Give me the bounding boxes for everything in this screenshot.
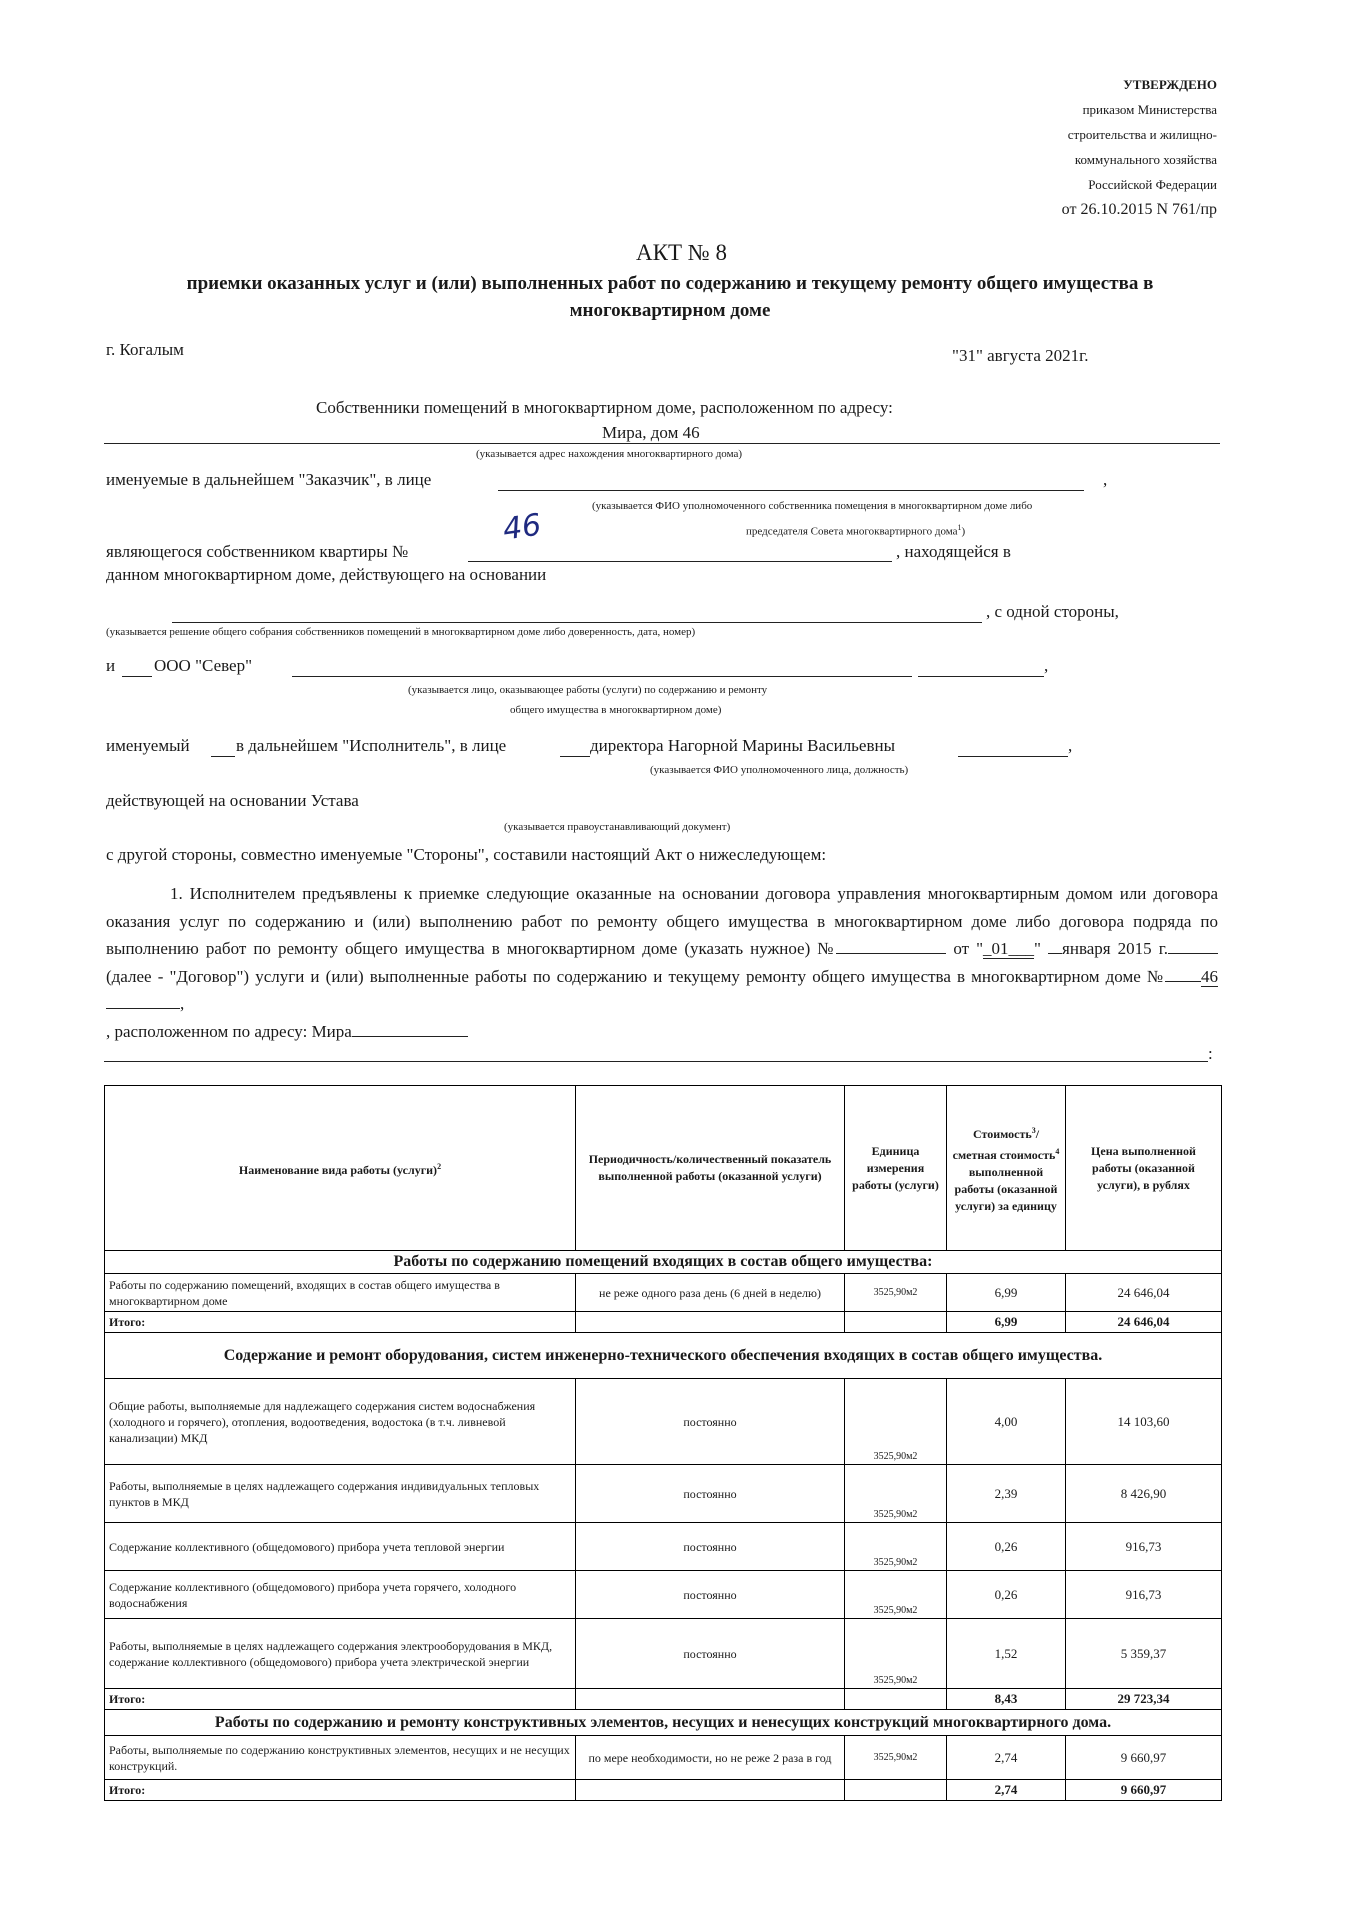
total-cost: 8,43: [947, 1689, 1066, 1710]
table-row: [105, 1274, 1222, 1312]
owners-line: Собственники помещений в многоквартирном доме, расположенном по адресу:: [316, 398, 893, 417]
total-price: 9 660,97: [1066, 1780, 1222, 1801]
charter-hint: (указывается правоустанавливающий документ): [504, 821, 731, 833]
contractor-pre-blank: [122, 676, 152, 677]
executor-label-b: в дальнейшем "Исполнитель", в лице: [236, 736, 507, 755]
approval-line-4: Российской Федерации: [1088, 177, 1217, 192]
total-price: 24 646,04: [1066, 1312, 1222, 1333]
row-cost: 0,26: [947, 1571, 1066, 1619]
total-row: [105, 1780, 1222, 1801]
address-colon: :: [1208, 1044, 1213, 1063]
section-title: Работы по содержанию помещений входящих в состав общего имущества:: [105, 1251, 1222, 1274]
row-price: 24 646,04: [1066, 1274, 1222, 1312]
row-name: Работы, выполняемые в целях надлежащего содержания электрооборудования в МКД, содержание коллективного (общедомового) прибора учета электрической энергии: [105, 1619, 576, 1689]
section-row: [105, 1251, 1222, 1274]
table-row: [105, 1523, 1222, 1571]
executor-person: директора Нагорной Марины Васильевны: [590, 736, 896, 755]
basis-hint: (указывается решение общего собрания собственников помещений в многоквартирном доме либо доверенность, дата, номер): [106, 626, 696, 638]
row-cost: 1,52: [947, 1619, 1066, 1689]
total-label: Итого:: [105, 1780, 576, 1801]
row-name: Содержание коллективного (общедомового) прибора учета горячего, холодного водоснабжения: [105, 1571, 576, 1619]
row-unit: 3525,90м2: [845, 1619, 947, 1689]
row-name: Работы, выполняемые по содержанию конструктивных элементов, несущих и не несущих конструкций.: [105, 1736, 576, 1780]
section-row: [105, 1333, 1222, 1379]
act-subtitle: приемки оказанных услуг и (или) выполненных работ по содержанию и текущему ремонту общего имущества в многоквартирном доме: [186, 273, 1154, 321]
contractor-hint-2: общего имущества в многоквартирном доме): [510, 704, 722, 716]
approval-line-2: строительства и жилищно-: [1067, 127, 1217, 142]
table-header-row: [105, 1086, 1222, 1251]
row-unit: 3525,90м2: [845, 1523, 947, 1571]
contractor-blank: [292, 676, 912, 677]
row-periodicity: по мере необходимости, но не реже 2 раза в год: [576, 1736, 845, 1780]
total-label: Итого:: [105, 1689, 576, 1710]
row-periodicity: не реже одного раза день (6 дней в неделю): [576, 1274, 845, 1312]
customer-line: именуемые в дальнейшем "Заказчик", в лице: [106, 470, 432, 489]
total-cost: 2,74: [947, 1780, 1066, 1801]
row-price: 916,73: [1066, 1571, 1222, 1619]
located-in: , находящейся в: [896, 542, 1011, 561]
clause-1: 1. Исполнителем предъявлены к приемке следующие оказанные на основании договора управления многоквартирным домом или договора оказания услуг по содержанию и (или) выполнению работ по ремонту общего имущества в многоквартирном доме либо договора подряда по выполнению работ по ремонту общего имущества в многоквартирном доме (указать нужное) № от "_01___" января 2015 г. (далее - "Договор") услуги и (или) выполненные работы по содержанию и текущему ремонту общего имущества в многоквартирном доме № 46, , расположенном по адресу: Мира: [106, 884, 1218, 1041]
row-price: 5 359,37: [1066, 1619, 1222, 1689]
header-price: Цена выполненной работы (оказанной услуги), в рублях: [1066, 1086, 1222, 1251]
table-row: [105, 1379, 1222, 1465]
row-unit: 3525,90м2: [845, 1736, 947, 1780]
customer-blank: [498, 490, 1084, 491]
row-unit: 3525,90м2: [845, 1379, 947, 1465]
table-row: [105, 1736, 1222, 1780]
total-label: Итого:: [105, 1312, 576, 1333]
total-row: [105, 1689, 1222, 1710]
executor-comma: ,: [1068, 736, 1073, 755]
row-price: 8 426,90: [1066, 1465, 1222, 1523]
approval-title: УТВЕРЖДЕНО: [1123, 77, 1217, 92]
acting-charter: действующей на основании Устава: [106, 791, 359, 810]
row-price: 9 660,97: [1066, 1736, 1222, 1780]
section-row: [105, 1710, 1222, 1736]
approval-block: [1062, 72, 1217, 222]
row-periodicity: постоянно: [576, 1571, 845, 1619]
row-name: Работы, выполняемые в целях надлежащего содержания индивидуальных тепловых пунктов в МКД: [105, 1465, 576, 1523]
executor-blank-1: [211, 756, 235, 757]
row-cost: 2,39: [947, 1465, 1066, 1523]
acting-basis: данном многоквартирном доме, действующего на основании: [106, 565, 547, 584]
row-price: 916,73: [1066, 1523, 1222, 1571]
row-periodicity: постоянно: [576, 1619, 845, 1689]
address-underline: [104, 443, 1220, 444]
address-line-blank: [104, 1061, 1208, 1062]
row-cost: 2,74: [947, 1736, 1066, 1780]
basis-blank: [172, 622, 982, 623]
row-unit: 3525,90м2: [845, 1571, 947, 1619]
total-row: [105, 1312, 1222, 1333]
other-side: с другой стороны, совместно именуемые "Стороны", составили настоящий Акт о нижеследующем:: [106, 845, 827, 864]
header-periodicity: Периодичность/количественный показатель выполненной работы (оказанной услуги): [576, 1086, 845, 1251]
header-cost: Стоимость$^3$/сметная стоимость$^4$ выполненной работы (оказанной услуги) за единицу: [947, 1086, 1066, 1251]
total-cost: 6,99: [947, 1312, 1066, 1333]
contractor-blank-2: [918, 676, 1044, 677]
one-side: , с одной стороны,: [986, 602, 1119, 621]
executor-label-a: именуемый: [106, 736, 190, 755]
and-label: и: [106, 656, 116, 675]
section-title: Содержание и ремонт оборудования, систем инженерно-технического обеспечения входящих в состав общего имущества.: [105, 1333, 1222, 1379]
total-price: 29 723,34: [1066, 1689, 1222, 1710]
customer-hint-1: (указывается ФИО уполномоченного собственника помещения в многоквартирном доме либо: [592, 500, 1033, 512]
row-periodicity: постоянно: [576, 1523, 845, 1571]
act-title: АКТ № 8: [636, 240, 727, 265]
apartment-underline: [468, 561, 892, 562]
customer-comma: ,: [1103, 470, 1108, 489]
row-cost: 0,26: [947, 1523, 1066, 1571]
executor-hint: (указывается ФИО уполномоченного лица, должность): [650, 764, 909, 776]
contractor-comma: ,: [1044, 656, 1049, 675]
table-row: [105, 1619, 1222, 1689]
works-table: [104, 1085, 1222, 1801]
contractor-name: ООО "Север": [154, 656, 253, 675]
approval-line-3: коммунального хозяйства: [1074, 152, 1217, 167]
section-title: Работы по содержанию и ремонту конструктивных элементов, несущих и ненесущих конструкций многоквартирного дома.: [105, 1710, 1222, 1736]
approval-line-1: приказом Министерства: [1082, 102, 1217, 117]
row-cost: 4,00: [947, 1379, 1066, 1465]
header-name: Наименование вида работы (услуги)$^2$: [105, 1086, 576, 1251]
row-name: Работы по содержанию помещений, входящих в состав общего имущества в многоквартирном доме: [105, 1274, 576, 1312]
table-row: [105, 1571, 1222, 1619]
row-periodicity: постоянно: [576, 1465, 845, 1523]
contractor-hint-1: (указывается лицо, оказывающее работы (услуги) по содержанию и ремонту: [408, 684, 768, 696]
act-date: "31" августа 2021г.: [952, 346, 1089, 365]
row-name: Общие работы, выполняемые для надлежащего содержания систем водоснабжения (холодного и горячего), отопления, водоотведения, водостока (в т.ч. ливневой канализации) МКД: [105, 1379, 576, 1465]
row-periodicity: постоянно: [576, 1379, 845, 1465]
owner-apartment-label: являющегося собственником квартиры №: [106, 542, 409, 561]
row-cost: 6,99: [947, 1274, 1066, 1312]
address-hint: (указывается адрес нахождения многоквартирного дома): [476, 448, 743, 460]
customer-hint-2: председателя Совета многоквартирного дома$^1$): [746, 523, 966, 538]
row-name: Содержание коллективного (общедомового) прибора учета тепловой энергии: [105, 1523, 576, 1571]
apartment-number-handwritten: 46: [500, 507, 544, 548]
row-unit: 3525,90м2: [845, 1465, 947, 1523]
address-value: Мира, дом 46: [602, 423, 700, 442]
header-unit: Единица измерения работы (услуги): [845, 1086, 947, 1251]
row-price: 14 103,60: [1066, 1379, 1222, 1465]
city: г. Когалым: [106, 340, 184, 359]
row-unit: 3525,90м2: [845, 1274, 947, 1312]
executor-blank-3: [958, 756, 1068, 757]
table-row: [105, 1465, 1222, 1523]
approval-line-5: от 26.10.2015 N 761/пр: [1061, 201, 1217, 218]
executor-blank-2: [560, 756, 590, 757]
